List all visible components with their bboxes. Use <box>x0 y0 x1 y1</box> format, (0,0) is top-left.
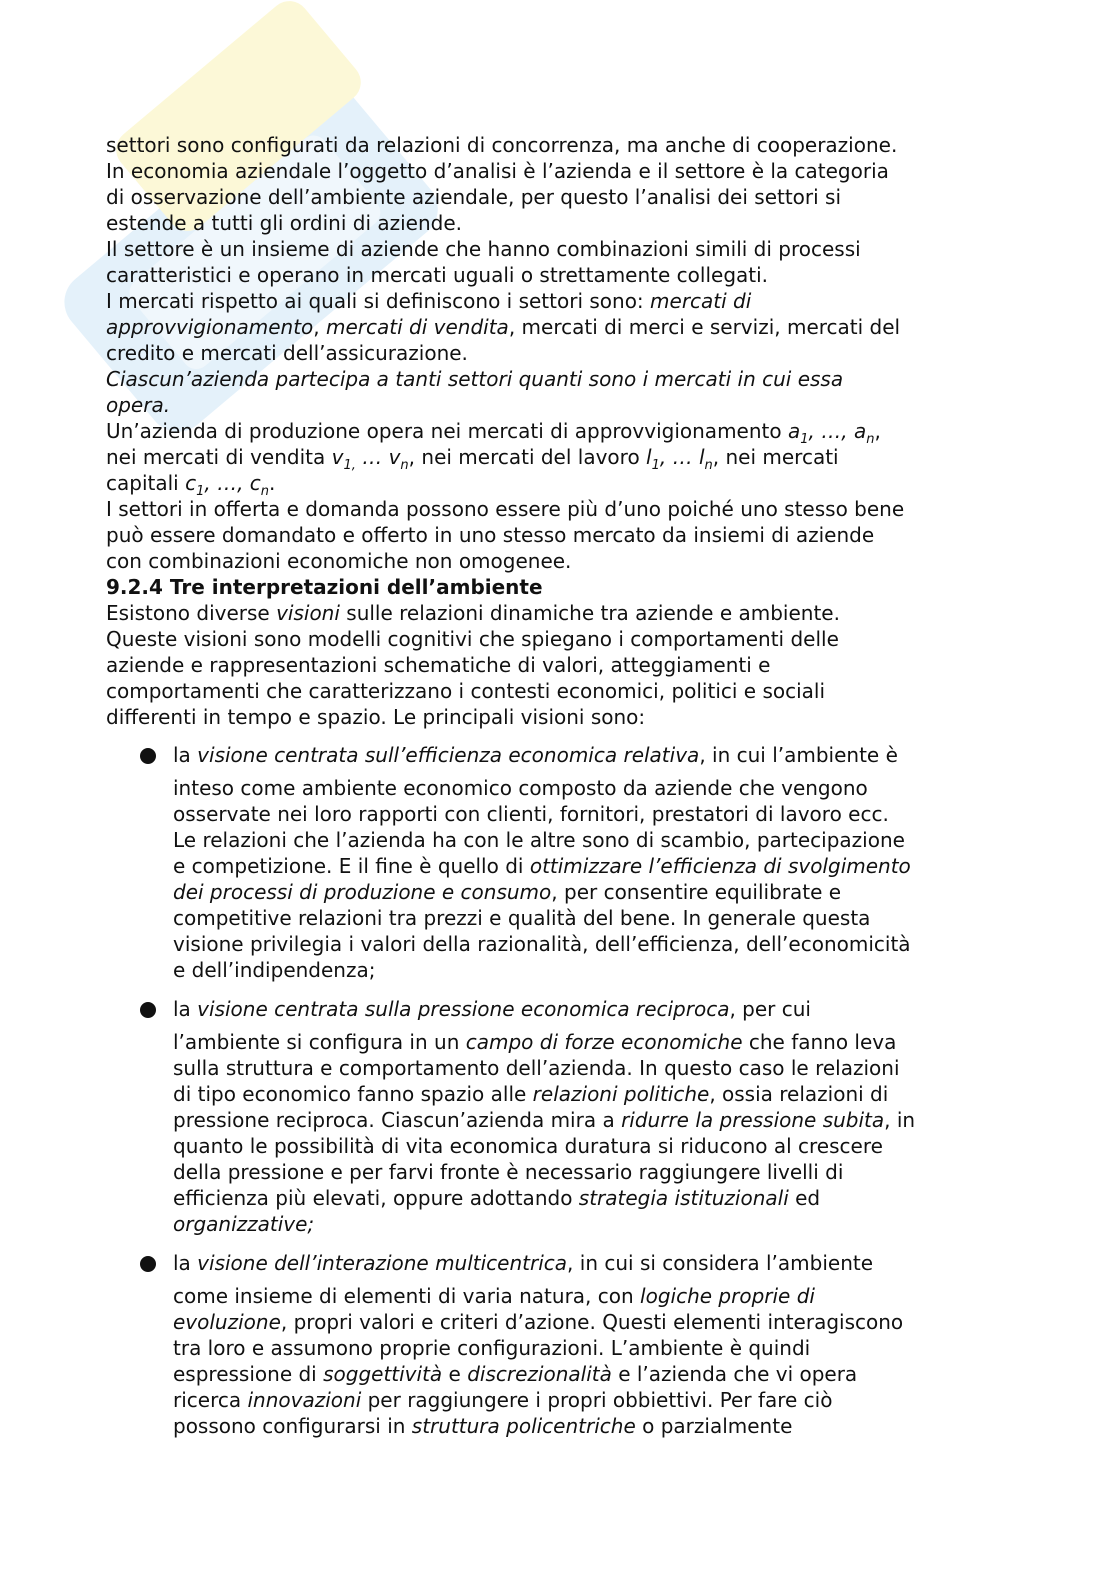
text-run: inteso come ambiente economico composto da aziende che vengono <box>173 776 868 800</box>
text-run: e <box>442 1362 468 1386</box>
text-run: … <box>355 445 389 469</box>
text-line <box>173 801 1006 827</box>
text-run: , <box>874 419 881 443</box>
text-run: aziende e rappresentazioni schematiche di valori, atteggiamenti e <box>106 653 771 677</box>
text-run: , ossia relazioni di <box>709 1082 889 1106</box>
text-run: con combinazioni economiche non omogenee. <box>106 549 572 573</box>
text-run: , in cui si considera l’ambiente <box>567 1251 874 1275</box>
text-run: I settori in offerta e domanda possono essere più d’uno poiché uno stesso bene <box>106 497 905 521</box>
list-item <box>106 1250 1006 1439</box>
text-run: c <box>249 471 261 495</box>
text-run: n <box>704 458 713 473</box>
text-run: differenti in tempo e spazio. Le principali visioni sono: <box>106 705 646 729</box>
text-run: , in <box>884 1108 916 1132</box>
text-run: , nei mercati <box>712 445 839 469</box>
text-run: che fanno leva <box>742 1030 897 1054</box>
text-line <box>173 1107 1006 1133</box>
text-run: , per cui <box>729 997 811 1021</box>
text-run: struttura policentriche <box>411 1414 636 1438</box>
text-line <box>173 1211 1006 1237</box>
text-run: discrezionalità <box>467 1362 612 1386</box>
text-line <box>173 1250 1006 1276</box>
text-line <box>106 600 1006 626</box>
text-run: la <box>173 1251 198 1275</box>
text-run: . <box>269 471 276 495</box>
text-run: e l’azienda che vi opera <box>611 1362 858 1386</box>
text-run: mercati di vendita <box>326 315 509 339</box>
text-run: sulle relazioni dinamiche tra aziende e ambiente. <box>339 601 840 625</box>
text-run: In economia aziendale l’oggetto d’analisi è l’azienda e il settore è la categoria <box>106 159 889 183</box>
bullet-icon <box>140 1256 156 1272</box>
text-run: osservate nei loro rapporti con clienti, fornitori, prestatori di lavoro ecc. <box>173 802 889 826</box>
text-run: n <box>400 458 409 473</box>
text-run: visione privilegia i valori della razionalità, dell’efficienza, dell’economicità <box>173 932 911 956</box>
text-line <box>106 678 1006 704</box>
text-run: ed <box>788 1186 821 1210</box>
text-line <box>106 132 1006 158</box>
text-line <box>173 1335 1006 1361</box>
text-line <box>173 879 1006 905</box>
text-run: logiche proprie di <box>640 1284 815 1308</box>
text-run: settori sono configurati da relazioni di concorrenza, ma anche di cooperazione. <box>106 133 898 157</box>
text-run: ridurre la pressione subita <box>621 1108 885 1132</box>
text-run: credito e mercati dell’assicurazione. <box>106 341 468 365</box>
bullet-icon <box>140 1002 156 1018</box>
text-line <box>106 366 1006 392</box>
text-run: pressione reciproca. Ciascun’azienda mira a <box>173 1108 622 1132</box>
list-item <box>106 996 1006 1237</box>
text-line <box>106 184 1006 210</box>
text-run: della pressione e per farvi fronte è necessario raggiungere livelli di <box>173 1160 844 1184</box>
text-line <box>106 262 1006 288</box>
document-page <box>106 132 1006 1452</box>
text-line <box>173 1081 1006 1107</box>
text-run: capitali <box>106 471 186 495</box>
text-line <box>106 210 1006 236</box>
text-run: , …, <box>204 471 250 495</box>
text-run: relazioni politiche <box>532 1082 710 1106</box>
body-text <box>106 132 1006 730</box>
text-line <box>173 1387 1006 1413</box>
section-heading: 9.2.4 Tre interpretazioni dell’ambiente <box>106 575 543 599</box>
text-line <box>173 775 1006 801</box>
text-run: 1 <box>800 432 809 447</box>
text-run: , …, <box>808 419 854 443</box>
text-run: nei mercati di vendita <box>106 445 332 469</box>
text-run: 1, <box>343 458 356 473</box>
text-line <box>173 1029 1006 1055</box>
text-line <box>106 522 1006 548</box>
text-line <box>106 574 1006 600</box>
text-line <box>173 1133 1006 1159</box>
text-line <box>173 1413 1006 1439</box>
text-run: a <box>853 419 867 443</box>
text-line <box>173 957 1006 983</box>
text-run: c <box>185 471 197 495</box>
text-line <box>173 1185 1006 1211</box>
text-run: , mercati di merci e servizi, mercati del <box>508 315 901 339</box>
text-line <box>106 314 1006 340</box>
text-run: o parzialmente <box>635 1414 793 1438</box>
text-run: dei processi di produzione e consumo <box>173 880 552 904</box>
text-run: e dell’indipendenza; <box>173 958 376 982</box>
bullet-icon <box>140 748 156 764</box>
text-run: per raggiungere i propri obbiettivi. Per fare ciò <box>361 1388 833 1412</box>
text-run: 1 <box>651 458 660 473</box>
text-line <box>173 1361 1006 1387</box>
visions-list <box>106 742 1006 1439</box>
text-line <box>106 288 1006 314</box>
text-run: comportamenti che caratterizzano i contesti economici, politici e sociali <box>106 679 826 703</box>
text-line <box>173 931 1006 957</box>
text-run: visione dell’interazione multicentrica <box>197 1251 568 1275</box>
text-run: estende a tutti gli ordini di aziende. <box>106 211 463 235</box>
text-run: I mercati rispetto ai quali si definiscono i settori sono: <box>106 289 651 313</box>
text-run: ricerca <box>173 1388 248 1412</box>
text-run: soggettività <box>323 1362 443 1386</box>
text-run: efficienza più elevati, oppure adottando <box>173 1186 579 1210</box>
text-run: , <box>313 315 327 339</box>
text-line <box>173 996 1006 1022</box>
text-run: l’ambiente si configura in un <box>173 1030 466 1054</box>
text-run: Esistono diverse <box>106 601 277 625</box>
text-line <box>106 626 1006 652</box>
text-line <box>173 827 1006 853</box>
text-run: sulla struttura e comportamento dell’azienda. In questo caso le relazioni <box>173 1056 900 1080</box>
text-run: Queste visioni sono modelli cognitivi che spiegano i comportamenti delle <box>106 627 839 651</box>
text-run: la <box>173 743 198 767</box>
text-run: di osservazione dell’ambiente aziendale, per questo l’analisi dei settori si <box>106 185 842 209</box>
text-line <box>173 742 1006 768</box>
text-run: n <box>260 484 270 499</box>
text-line <box>106 496 1006 522</box>
text-run: di tipo economico fanno spazio alle <box>173 1082 533 1106</box>
text-run: competitive relazioni tra prezzi e qualità del bene. In generale questa <box>173 906 871 930</box>
text-line <box>106 470 1006 499</box>
text-run: visione centrata sull’efficienza economica relativa <box>197 743 700 767</box>
text-run: visioni <box>276 601 340 625</box>
text-run: , in cui l’ambiente è <box>699 743 898 767</box>
text-run: possono configurarsi in <box>173 1414 412 1438</box>
text-line <box>173 1159 1006 1185</box>
text-run: Ciascun’azienda partecipa a tanti settori quanti sono i mercati in cui essa <box>106 367 844 391</box>
text-run: innovazioni <box>247 1388 362 1412</box>
text-run: l <box>698 445 705 469</box>
text-run: può essere domandato e offerto in uno stesso mercato da insiemi di aziende <box>106 523 875 547</box>
text-run: Le relazioni che l’azienda ha con le altre sono di scambio, partecipazione <box>173 828 905 852</box>
text-run: v <box>331 445 344 469</box>
text-line <box>106 652 1006 678</box>
text-run: l <box>646 445 652 469</box>
text-line <box>106 704 1006 730</box>
text-run: , propri valori e criteri d’azione. Questi elementi interagiscono <box>280 1310 904 1334</box>
text-run: visione centrata sulla pressione economica reciproca <box>197 997 730 1021</box>
text-run: Un’azienda di produzione opera nei mercati di approvvigionamento <box>106 419 788 443</box>
text-run: e competizione. E il fine è quello di <box>173 854 530 878</box>
text-run: , nei mercati del lavoro <box>408 445 647 469</box>
text-run: , … <box>659 445 699 469</box>
text-run: approvvigionamento <box>106 315 314 339</box>
text-run: Il settore è un insieme di aziende che hanno combinazioni simili di processi <box>106 237 861 261</box>
text-run: mercati di <box>650 289 752 313</box>
text-run: , per consentire equilibrate e <box>551 880 842 904</box>
text-run: espressione di <box>173 1362 324 1386</box>
text-run: n <box>866 432 875 447</box>
text-line <box>106 418 1006 447</box>
text-run: campo di forze economiche <box>465 1030 743 1054</box>
text-run: come insieme di elementi di varia natura, con <box>173 1284 641 1308</box>
text-line <box>106 236 1006 262</box>
text-run: quanto le possibilità di vita economica duratura si riducono al crescere <box>173 1134 883 1158</box>
text-line <box>173 905 1006 931</box>
text-run: strategia istituzionali <box>578 1186 789 1210</box>
text-run: organizzative; <box>173 1212 315 1236</box>
text-line <box>106 444 1006 473</box>
text-line <box>106 392 1006 418</box>
list-item <box>106 742 1006 983</box>
text-line <box>173 1309 1006 1335</box>
text-line <box>173 1283 1006 1309</box>
text-line <box>106 158 1006 184</box>
text-line <box>106 548 1006 574</box>
text-run: v <box>388 445 401 469</box>
text-line <box>173 1055 1006 1081</box>
text-run: caratteristici e operano in mercati uguali o strettamente collegati. <box>106 263 769 287</box>
text-run: a <box>787 419 801 443</box>
text-run: tra loro e assumono proprie configurazioni. L’ambiente è quindi <box>173 1336 811 1360</box>
text-run: evoluzione <box>173 1310 281 1334</box>
text-run: ottimizzare l’efficienza di svolgimento <box>529 854 911 878</box>
text-run: la <box>173 997 198 1021</box>
text-line <box>173 853 1006 879</box>
text-run: opera. <box>106 393 171 417</box>
text-run: 1 <box>196 484 205 499</box>
text-line <box>106 340 1006 366</box>
